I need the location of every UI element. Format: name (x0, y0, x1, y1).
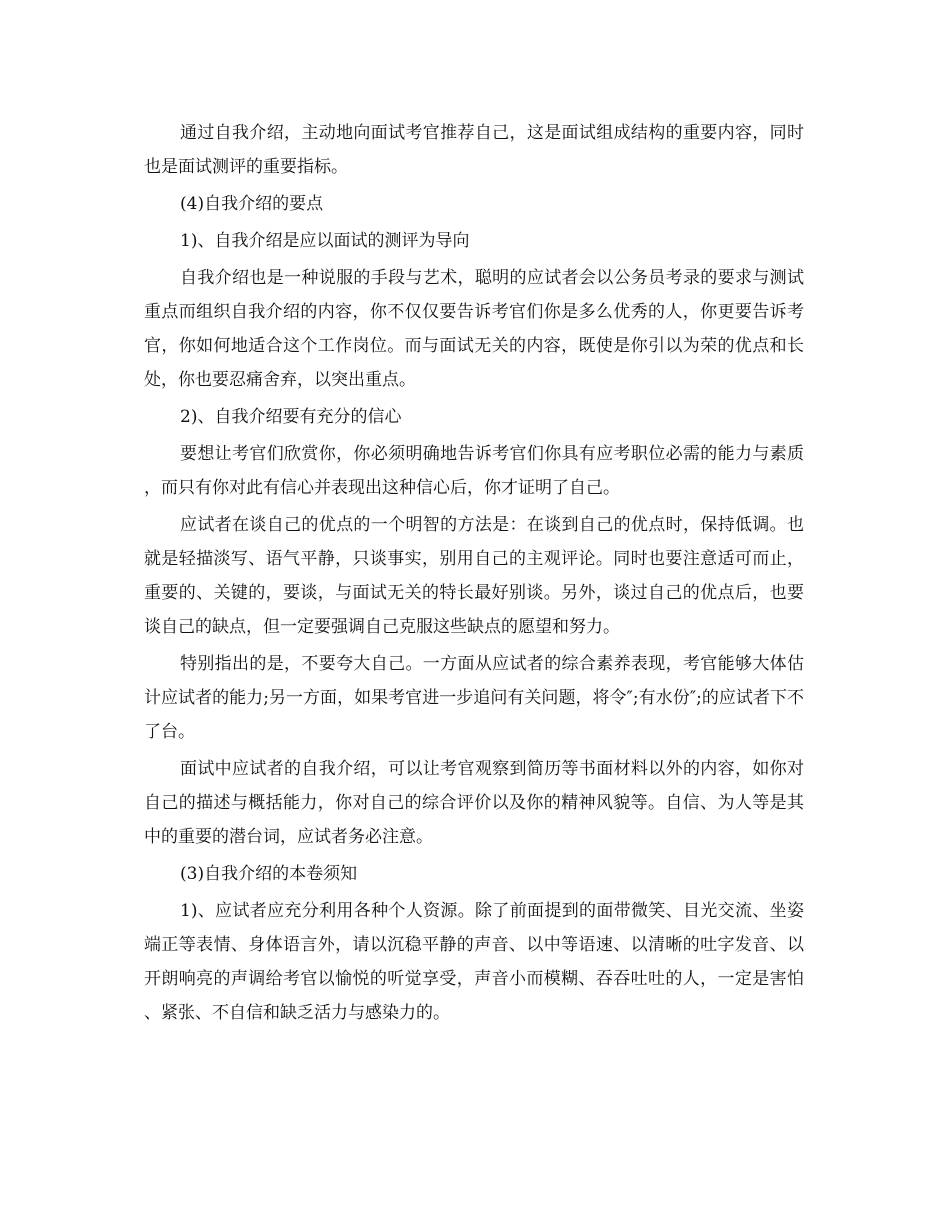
subheading-confidence: 2)、自我介绍要有充分的信心 (180, 407, 402, 427)
heading-notes: (3)自我介绍的本卷须知 (180, 864, 358, 884)
paragraph-personal-resources: 1)、应试者应充分利用各种个人资源。除了前面提到的面带微笑、目光交流、坐姿端正等表情、身体语言外，请以沉稳平静的声音、以中等语速、以清晰的吐字发音、以开朗响亮的声调给考官以愉悦的听觉享受，声音小而模糊、吞吞吐吐的人，一定是害怕、紧张、不自信和缺乏活力与感染力的。 (144, 901, 804, 1023)
paragraph-show-confidence: 要想让考官们欣赏你，你必须明确地告诉考官们你具有应考职位必需的能力与素质，而只有你对此有信心并表现出这种信心后，你才证明了自己。 (144, 444, 804, 498)
paragraph-low-key-strengths: 应试者在谈自己的优点的一个明智的方法是：在谈到自己的优点时，保持低调。也就是轻描淡写、语气平静，只谈事实，别用自己的主观评论。同时也要注意适可而止，重要的、关键的，要谈，与面试无关的特长最好别谈。另外，谈过自己的优点后，也要谈自己的缺点，但一定要强调自己克服这些缺点的愿望和努力。 (144, 515, 804, 637)
paragraph-do-not-exaggerate: 特别指出的是，不要夸大自己。一方面从应试者的综合素养表现，考官能够大体估计应试者的能力;另一方面，如果考官进一步追问有关问题，将令″;有水份″;的应试者下不了台。 (144, 654, 804, 742)
paragraph-intro: 通过自我介绍，主动地向面试考官推荐自己，这是面试组成结构的重要内容，同时也是面试测评的重要指标。 (144, 123, 804, 177)
paragraph-persuasion-art: 自我介绍也是一种说服的手段与艺术，聪明的应试者会以公务员考录的要求与测试重点而组织自我介绍的内容，你不仅仅要告诉考官们你是多么优秀的人，你更要告诉考官，你如何地适合这个工作岗位。而与面试无关的内容，既使是你引以为荣的优点和长处，你也要忍痛舍弃，以突出重点。 (144, 268, 804, 390)
subheading-evaluation-oriented: 1)、自我介绍是应以面试的测评为导向 (180, 231, 470, 251)
heading-self-intro-key-points: (4)自我介绍的要点 (180, 194, 324, 214)
document-page (144, 116, 804, 1033)
paragraph-beyond-resume: 面试中应试者的自我介绍，可以让考官观察到简历等书面材料以外的内容，如你对自己的描述与概括能力，你对自己的综合评价以及你的精神风貌等。自信、为人等是其中的重要的潜台词，应试者务必注意。 (144, 759, 804, 847)
